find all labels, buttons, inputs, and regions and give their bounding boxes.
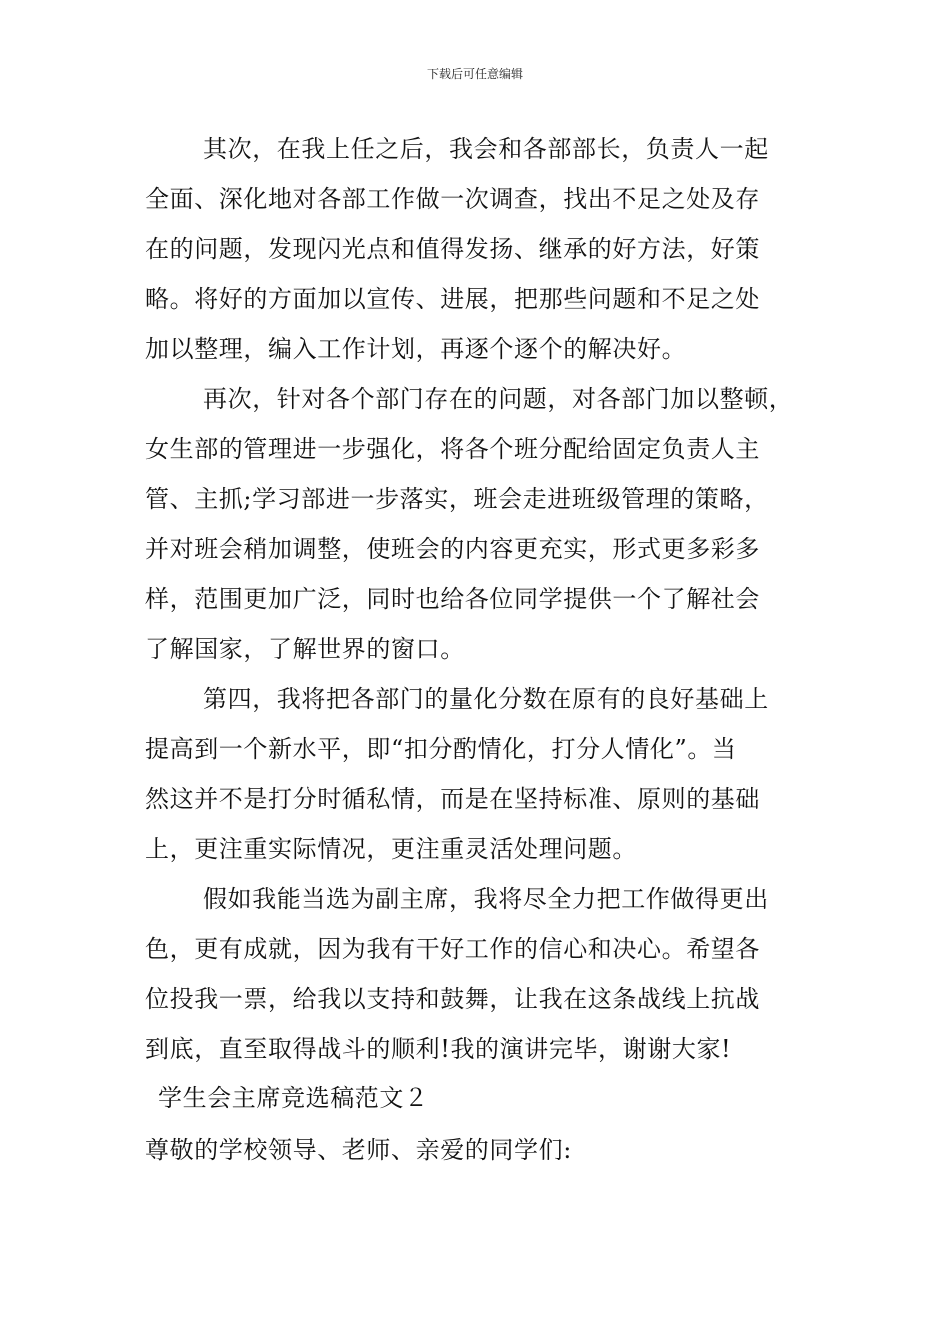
section-heading: 学生会主席竞选稿范文２ [158,1084,429,1112]
paragraph-line: 全面、深化地对各部工作做一次调查，找出不足之处及存 [145,185,760,213]
paragraph-line: 色，更有成就，因为我有干好工作的信心和决心。希望各 [145,935,760,963]
paragraph-line: 提高到一个新水平，即“扣分酌情化，打分人情化”。当 [145,735,737,763]
paragraph-line: 女生部的管理进一步强化，将各个班分配给固定负责人主 [145,435,760,463]
paragraph-line: 管、主抓;学习部进一步落实，班会走进班级管理的策略， [145,485,769,513]
paragraph-line: 样，范围更加广泛，同时也给各位同学提供一个了解社会 [145,585,760,613]
paragraph-line: 在的问题，发现闪光点和值得发扬、继承的好方法，好策 [145,235,760,263]
paragraph-line: 再次，针对各个部门存在的问题，对各部门加以整顿， [203,385,794,413]
paragraph-line: 并对班会稍加调整，使班会的内容更充实，形式更多彩多 [145,535,760,563]
paragraph-line: 假如我能当选为副主席，我将尽全力把工作做得更出 [203,885,769,913]
paragraph-line: 第四，我将把各部门的量化分数在原有的良好基础上 [203,685,769,713]
paragraph-line: 了解国家，了解世界的窗口。 [145,635,465,663]
paragraph-line: 到底，直至取得战斗的顺利!我的演讲完毕，谢谢大家! [145,1035,732,1063]
paragraph-line: 加以整理，编入工作计划，再逐个逐个的解决好。 [145,335,687,363]
paragraph-line: 上，更注重实际情况，更注重灵活处理问题。 [145,835,637,863]
salutation-line: 尊敬的学校领导、老师、亲爱的同学们: [145,1136,572,1164]
page-header-note: 下载后可任意编辑 [426,67,523,81]
paragraph-line: 其次，在我上任之后，我会和各部部长，负责人一起 [203,135,769,163]
paragraph-line: 位投我一票，给我以支持和鼓舞，让我在这条战线上抗战 [145,985,760,1013]
paragraph-line: 略。将好的方面加以宣传、进展，把那些问题和不足之处 [145,285,760,313]
paragraph-line: 然这并不是打分时循私情，而是在坚持标准、原则的基础 [145,785,760,813]
